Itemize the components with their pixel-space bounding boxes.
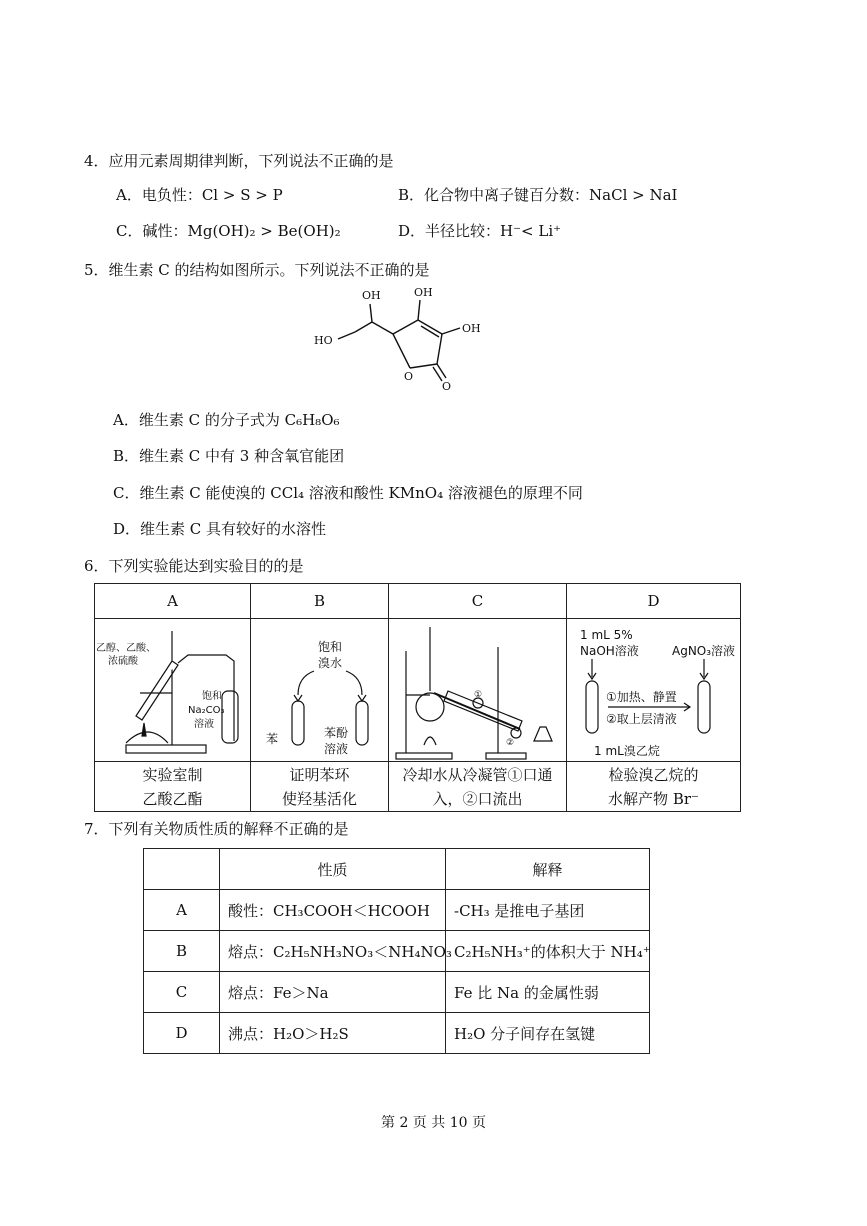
label-oh-3: OH [462,322,481,335]
esterification-apparatus-figure [96,621,250,761]
caption-c-line-1: 冷却水从冷凝管①口通 [402,765,553,784]
fig-b-label-5: 溶液 [323,742,348,756]
page-footer: 第 2 页 共 10 页 [381,1115,486,1131]
caption-b-line-1: 证明苯环 [289,765,350,784]
fig-a-label-4: Na₂CO₃ [187,705,224,716]
q4-stem: 4．应用元素周期律判断，下列说法不正确的是 [84,152,394,170]
q5-option-a: A．维生素 C 的分子式为 C₆H₈O₆ [113,411,340,429]
caption-c [389,762,567,812]
label-carbonyl-o: O [442,380,452,393]
table-row [144,972,650,1013]
figure-c-cell [389,619,567,762]
bromine-water-test-figure [252,621,388,761]
q4-option-d: D．半径比较：H⁻< Li⁺ [398,222,562,240]
label-ring-o: O [404,370,414,383]
q6-stem: 6．下列实验能达到实验目的的是 [84,557,304,575]
fig-d-label-2: NaOH溶液 [579,644,639,658]
fig-d-label-1: 1 mL 5% [579,628,633,642]
header-b: B [251,584,389,619]
property-cell: 熔点：Fe＞Na [220,972,446,1013]
label-oh-1: OH [362,289,381,302]
q7-stem: 7．下列有关物质性质的解释不正确的是 [84,820,349,838]
explanation-cell: H₂O 分子间存在氢键 [446,1013,650,1054]
vitamin-c-structure [300,282,500,394]
figure-b-cell [251,619,389,762]
explanation-cell: Fe 比 Na 的金属性弱 [446,972,650,1013]
fig-a-label-3: 饱和 [201,691,222,702]
caption-d-line-2: 水解产物 Br⁻ [608,789,699,808]
row-label: D [144,1013,220,1054]
property-cell: 熔点：C₂H₅NH₃NO₃＜NH₄NO₃ [220,931,446,972]
fig-b-label-1: 饱和 [317,640,342,654]
explanation-cell: C₂H₅NH₃⁺的体积大于 NH₄⁺ [446,931,650,972]
label-ho: HO [314,334,333,347]
row-label: B [144,931,220,972]
table-row [144,890,650,931]
q5-stem: 5．维生素 C 的结构如图所示。下列说法不正确的是 [84,261,430,279]
fig-a-label-2: 浓硫酸 [107,656,138,667]
q5-option-b: B．维生素 C 中有 3 种含氧官能团 [113,447,345,465]
header-d: D [567,584,741,619]
q7-header-blank [144,849,220,890]
q4-option-a: A．电负性：Cl > S > P [116,186,283,204]
caption-d [567,762,741,812]
fig-d-label-5: ②取上层清液 [605,712,677,726]
caption-a-line-1: 实验室制 [142,765,203,784]
caption-d-line-1: 检验溴乙烷的 [608,765,699,784]
q7-header-explanation: 解释 [446,849,650,890]
caption-a [95,762,251,812]
row-label: A [144,890,220,931]
fig-d-label-4: ①加热、静置 [605,690,677,704]
row-label: C [144,972,220,1013]
caption-a-line-2: 乙酸乙酯 [142,789,203,808]
fig-b-label-2: 溴水 [317,656,342,670]
fig-d-label-6: 1 mL溴乙烷 [593,744,660,758]
caption-b [251,762,389,812]
table-row [144,1013,650,1054]
q5-option-d: D．维生素 C 具有较好的水溶性 [113,520,327,538]
caption-b-line-2: 使羟基活化 [281,789,357,808]
fig-a-label-5: 溶液 [193,719,214,730]
bromoethane-hydrolysis-figure [568,621,740,761]
figure-a-cell [95,619,251,762]
fig-d-label-3: AgNO₃溶液 [671,644,735,658]
property-cell: 酸性：CH₃COOH＜HCOOH [220,890,446,931]
figure-d-cell [567,619,741,762]
explanation-cell: -CH₃ 是推电子基团 [446,890,650,931]
distillation-apparatus-figure [390,621,566,761]
label-oh-2: OH [414,286,433,299]
q4-option-b: B．化合物中离子键百分数：NaCl > NaI [398,186,678,204]
q7-table [143,848,650,1054]
q7-header-property: 性质 [220,849,446,890]
property-cell: 沸点：H₂O＞H₂S [220,1013,446,1054]
fig-a-label-1: 乙醇、乙酸、 [95,643,156,654]
q6-experiment-table [94,583,741,812]
header-c: C [389,584,567,619]
fig-b-label-3: 苯 [265,732,278,746]
fig-c-label-1: ① [473,690,482,700]
q4-option-c: C．碱性：Mg(OH)₂ > Be(OH)₂ [116,222,341,240]
table-row [144,931,650,972]
header-a: A [95,584,251,619]
fig-c-label-2: ② [505,738,514,748]
fig-b-label-4: 苯酚 [323,726,348,740]
caption-c-line-2: 入，②口流出 [432,789,523,808]
q5-option-c: C．维生素 C 能使溴的 CCl₄ 溶液和酸性 KMnO₄ 溶液褪色的原理不同 [113,484,583,502]
